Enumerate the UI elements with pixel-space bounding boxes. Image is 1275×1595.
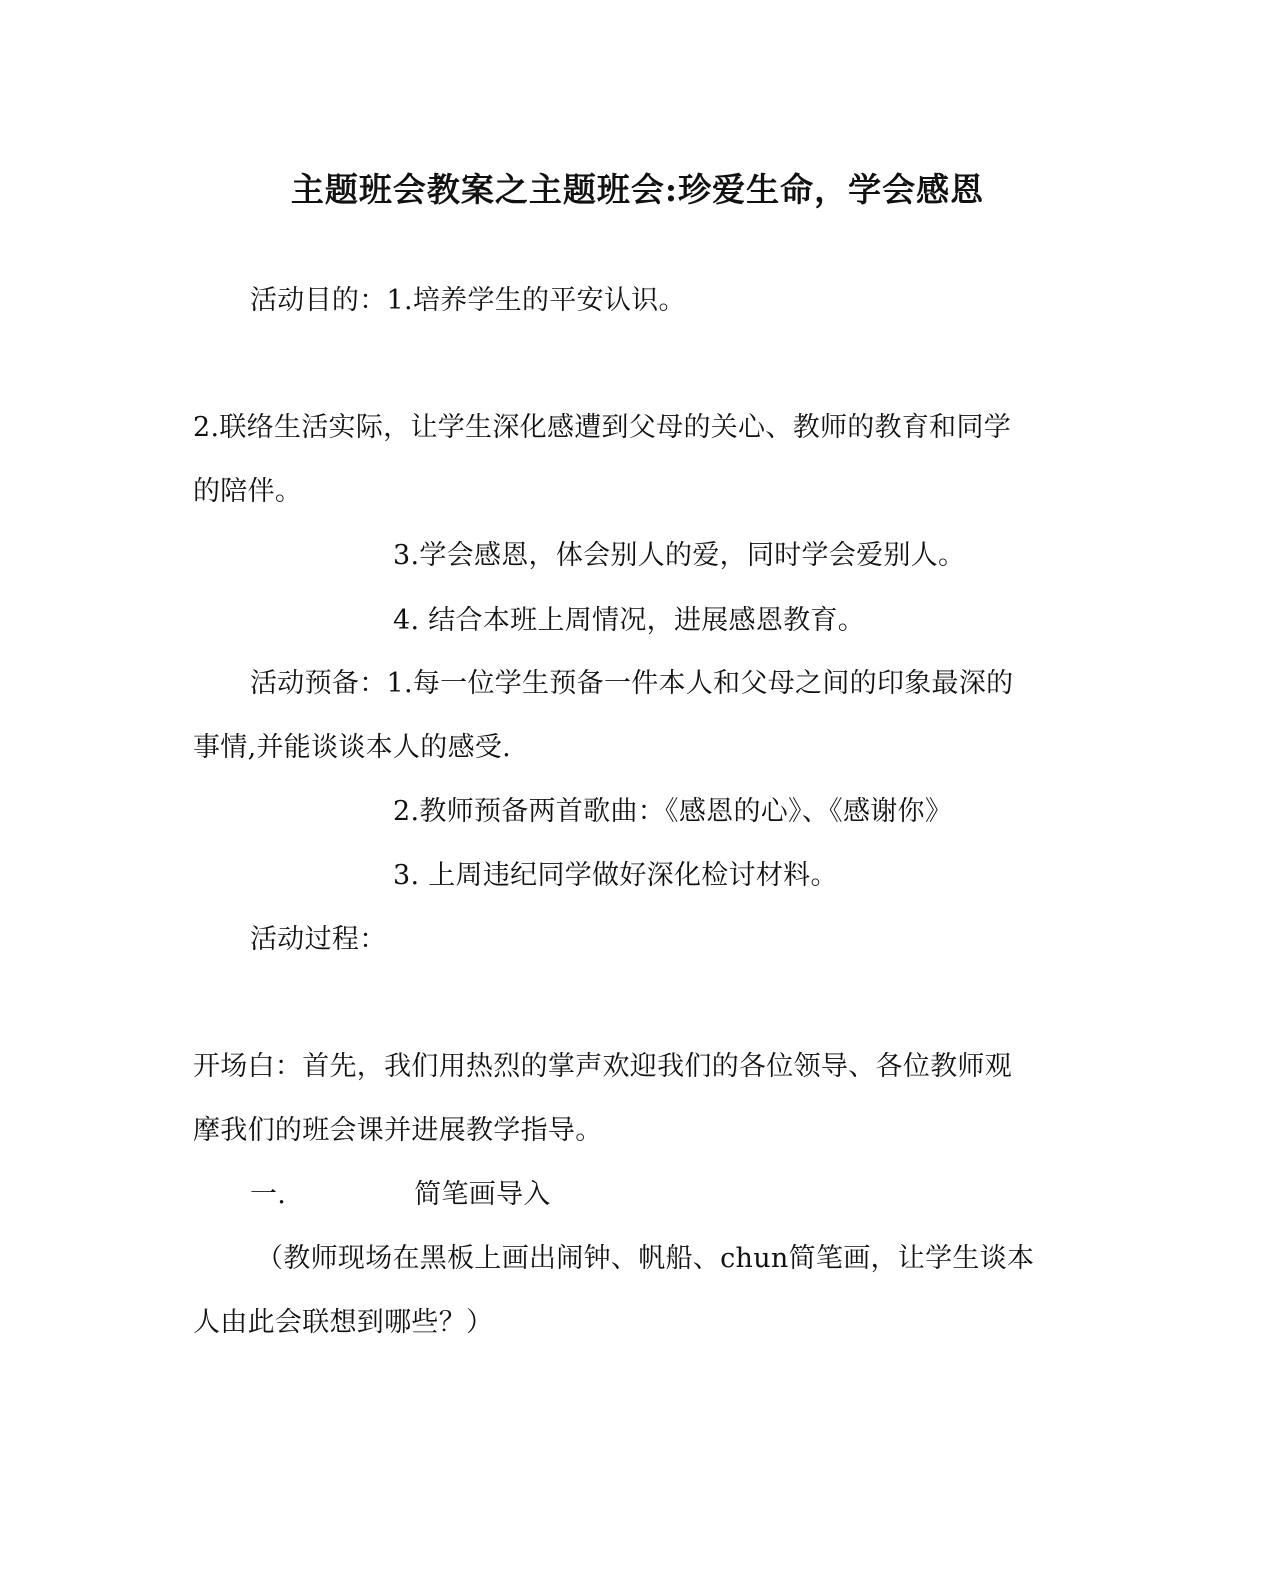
goal-line-2a: 2.联络生活实际，让学生深化感遭到父母的关心、教师的教育和同学 bbox=[193, 412, 1012, 443]
prep-line-3: 3. 上周违纪同学做好深化检讨材料。 bbox=[393, 860, 838, 891]
goal-line-4: 4. 结合本班上周情况，进展感恩教育。 bbox=[393, 605, 866, 636]
goal-line-3: 3.学会感恩，体会别人的爱，同时学会爱别人。 bbox=[393, 540, 966, 571]
prep-line-1b: 事情,并能谈谈本人的感受. bbox=[193, 732, 512, 763]
prep-line-1a: 活动预备：1.每一位学生预备一件本人和父母之间的印象最深的 bbox=[250, 668, 1014, 699]
section-1-heading bbox=[250, 1177, 551, 1213]
section-1-note-b: 人由此会联想到哪些？） bbox=[193, 1307, 494, 1338]
section-1-number: 一. bbox=[250, 1179, 287, 1210]
goal-line-1: 活动目的：1.培养学生的平安认识。 bbox=[250, 285, 686, 316]
section-1-title: 简笔画导入 bbox=[414, 1179, 551, 1210]
opening-line-a: 开场白：首先，我们用热烈的掌声欢迎我们的各位领导、各位教师观 bbox=[193, 1051, 1012, 1082]
prep-line-2: 2.教师预备两首歌曲：《感恩的心》、《感谢你》 bbox=[393, 796, 953, 827]
process-heading: 活动过程： bbox=[250, 924, 387, 955]
document-title: 主题班会教案之主题班会:珍爱生命，学会感恩 bbox=[290, 170, 985, 209]
opening-line-b: 摩我们的班会课并进展教学指导。 bbox=[193, 1115, 603, 1146]
goal-line-2b: 的陪伴。 bbox=[193, 476, 303, 507]
section-1-note-a: （教师现场在黑板上画出闹钟、帆船、chun简笔画，让学生谈本 bbox=[256, 1243, 1035, 1274]
